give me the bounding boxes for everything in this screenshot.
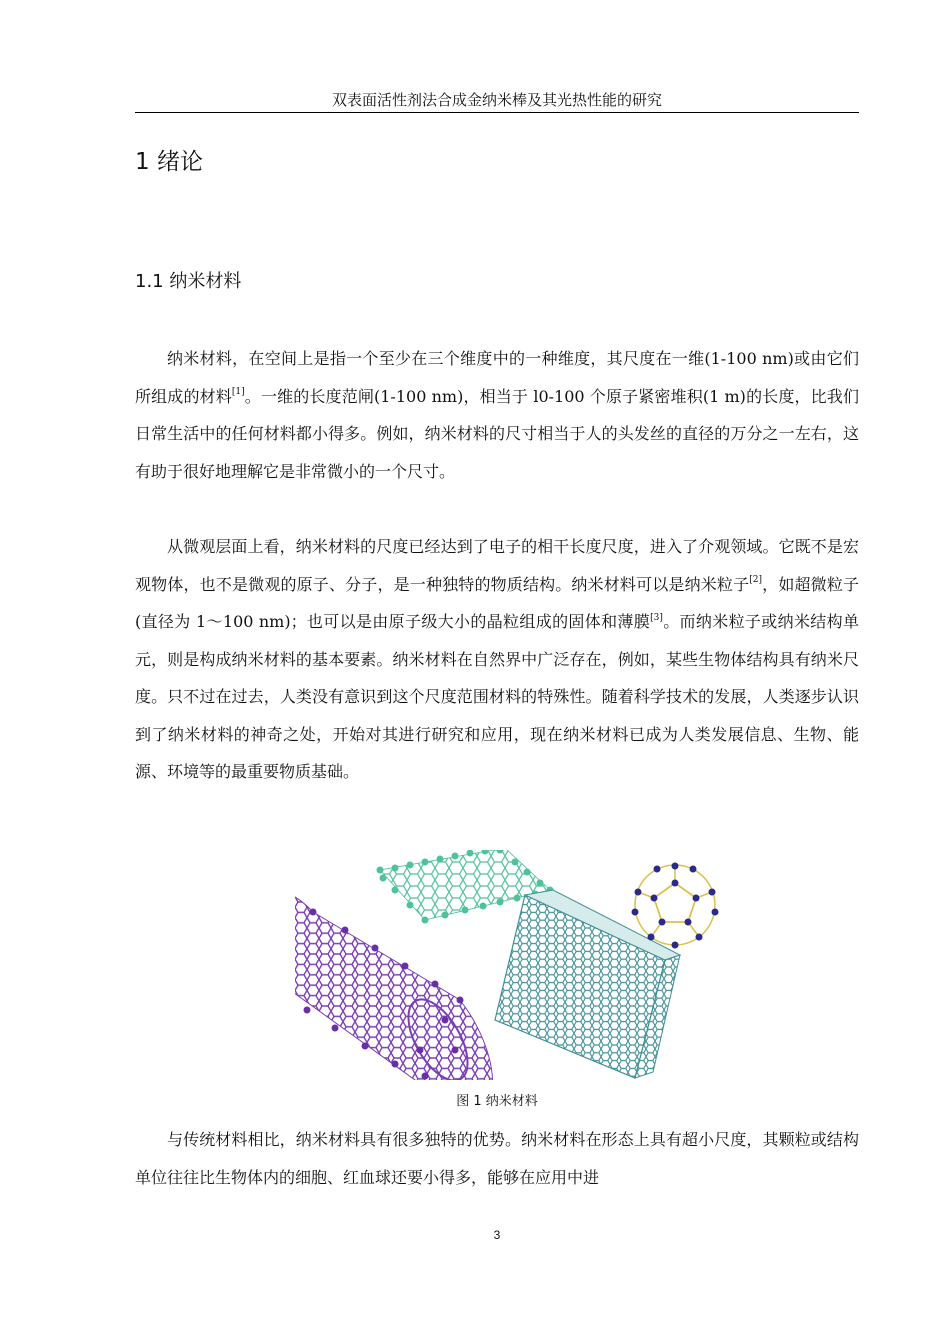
nanotube-teal <box>495 890 680 1078</box>
nanomaterials-figure <box>295 850 735 1080</box>
paragraph-2 <box>135 528 859 791</box>
paragraph-3 <box>135 1121 859 1196</box>
citation-3: [3] <box>650 612 663 623</box>
p2-text-3: 。而纳米粒子或纳米结构单元，则是构成纳米材料的基本要素。纳米材料在自然界中广泛存在，例如，某些生物体结构具有纳米尺度。只不过在过去，人类没有意识到这个尺度范围材料的特殊性。随着科学技术的发展，人类逐步认识到了纳米材料的神奇之处，开始对其进行研究和应用，现在纳米材料已成为人类发展信息、生物、能源、环境等的最重要物质基础。 <box>135 612 859 781</box>
citation-1: [1] <box>231 387 245 398</box>
fullerene <box>632 863 719 949</box>
citation-2: [2] <box>749 575 762 586</box>
p3-text-1: 与传统材料相比，纳米材料具有很多独特的优势。纳米材料在形态上具有超小尺度，其颗粒或结构单位往往比生物体内的细胞、红血球还要小得多，能够在应用中进 <box>135 1130 859 1187</box>
section-title: 1.1 纳米材料 <box>135 271 242 292</box>
figure-caption: 图 1 纳米材料 <box>456 1094 538 1109</box>
paragraph-1 <box>135 340 859 490</box>
p2-text-2: ，如超微粒子(直径为 1～100 nm)；也可以是由原子级大小的晶粒组成的固体和薄膜 <box>135 574 859 631</box>
p2-text-1: 从微观层面上看，纳米材料的尺度已经达到了电子的相干长度尺度，进入了介观领域。它既不是宏观物体，也不是微观的原子、分子，是一种独特的物质结构。纳米材料可以是纳米粒子 <box>135 537 859 594</box>
running-header: 双表面活性剂法合成金纳米棒及其光热性能的研究 <box>331 91 662 109</box>
p1-text-2: 。一维的长度范闸(1-100 nm)，相当于 l0-100 个原子紧密堆积(1 m)的长度，比我们日常生活中的任何材料都小得多。例如，纳米材料的尺寸相当于人的头发丝的直径的万分之一左右，这有助于很好地理解它是非常微小的一个尺寸。 <box>135 386 859 481</box>
p1-text-1: 纳米材料，在空间上是指一个至少在三个维度中的一种维度，其尺度在一维(1-100 nm)或由它们所组成的材料 <box>135 349 859 406</box>
chapter-title: 1 绪论 <box>135 149 203 175</box>
page-number: 3 <box>493 1228 501 1242</box>
header-rule <box>135 112 859 113</box>
nanotube-purple <box>295 891 493 1080</box>
